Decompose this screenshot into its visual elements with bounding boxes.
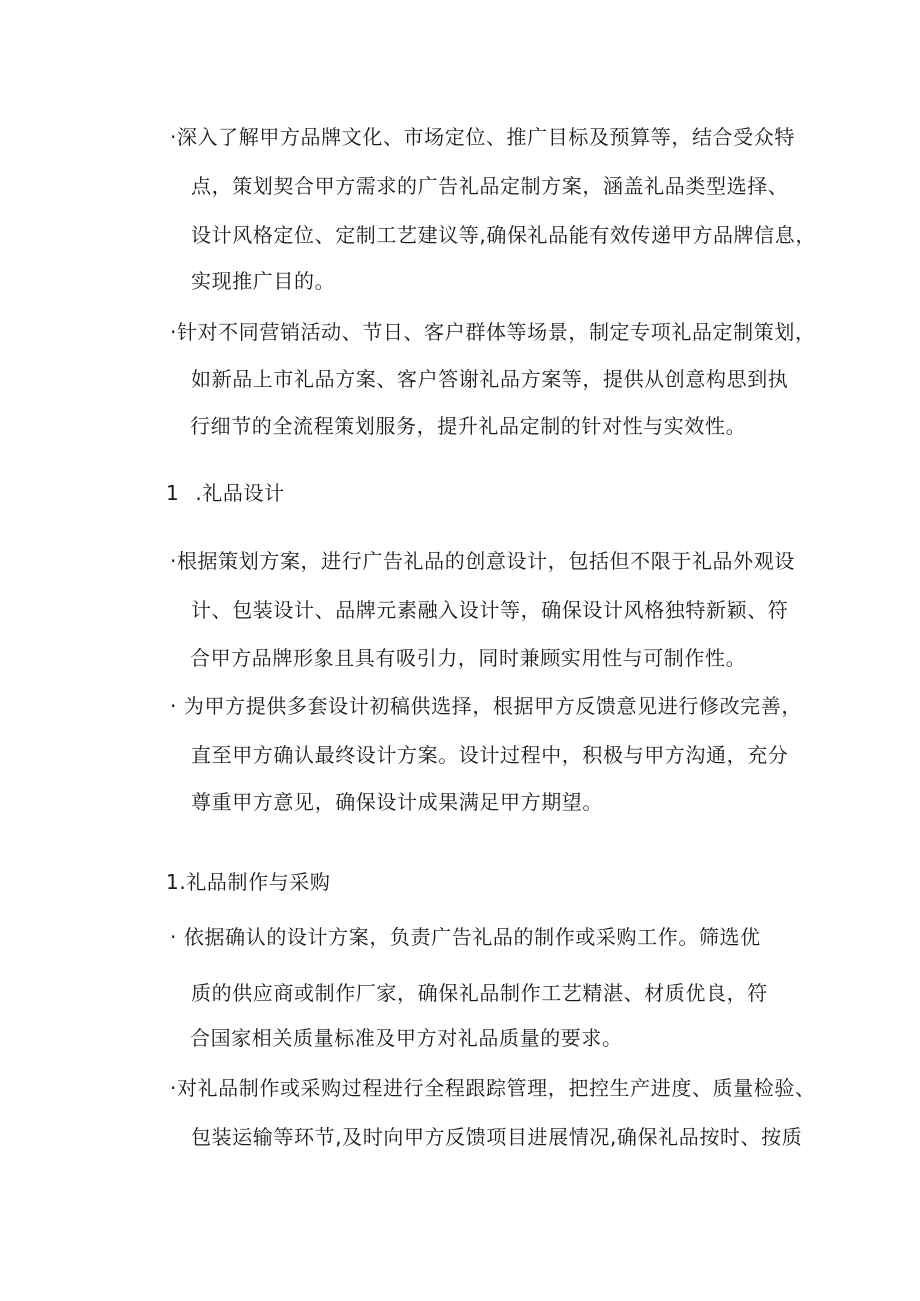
text-line: 设计风格定位、定制工艺建议等,确保礼品能有效传递甲方品牌信息， xyxy=(191,223,816,247)
text-line: 直至甲方确认最终设计方案。设计过程中，积极与甲方沟通，充分 xyxy=(191,743,789,767)
text-line: 尊重甲方意见，确保设计成果满足甲方期望。 xyxy=(191,790,603,814)
heading-number: 1 xyxy=(166,481,180,505)
section-heading-production: 1.礼品制作与采购 xyxy=(166,870,331,894)
heading-text: .礼品设计 xyxy=(195,481,285,505)
text-line: 如新品上市礼品方案、客户答谢礼品方案等，提供从创意构思到执 xyxy=(191,367,789,391)
text-line: ·根据策划方案，进行广告礼品的创意设计，包括但不限于礼品外观设 xyxy=(170,549,795,573)
text-line: ·对礼品制作或采购过程进行全程跟踪管理，把控生产进度、质量检验、 xyxy=(170,1076,816,1100)
text-line: 点，策划契合甲方需求的广告礼品定制方案，涵盖礼品类型选择、 xyxy=(191,174,789,198)
text-line: 包装运输等环节,及时向甲方反馈项目进展情况,确保礼品按时、按质 xyxy=(191,1125,803,1149)
text-line: 合甲方品牌形象且具有吸引力，同时兼顾实用性与可制作性。 xyxy=(190,646,747,670)
text-line: 行细节的全流程策划服务，提升礼品定制的针对性与实效性。 xyxy=(190,414,747,438)
text-line: 计、包装设计、品牌元素融入设计等，确保设计风格独特新颖、符 xyxy=(191,598,789,622)
section-heading-design xyxy=(166,480,285,506)
text-line: 实现推广目的。 xyxy=(191,269,336,293)
text-line: 质的供应商或制作厂家，确保礼品制作工艺精湛、材质优良，符 xyxy=(191,981,768,1005)
text-line: 合国家相关质量标准及甲方对礼品质量的要求。 xyxy=(190,1026,623,1050)
text-line: ·针对不同营销活动、节日、客户群体等场景，制定专项礼品定制策划， xyxy=(170,320,816,344)
text-line: · 依据确认的设计方案，负责广告礼品的制作或采购工作。筛选优 xyxy=(170,925,761,949)
text-line: · 为甲方提供多套设计初稿供选择，根据甲方反馈意见进行修改完善， xyxy=(170,694,802,718)
text-line: ·深入了解甲方品牌文化、市场定位、推广目标及预算等，结合受众特 xyxy=(170,125,795,149)
